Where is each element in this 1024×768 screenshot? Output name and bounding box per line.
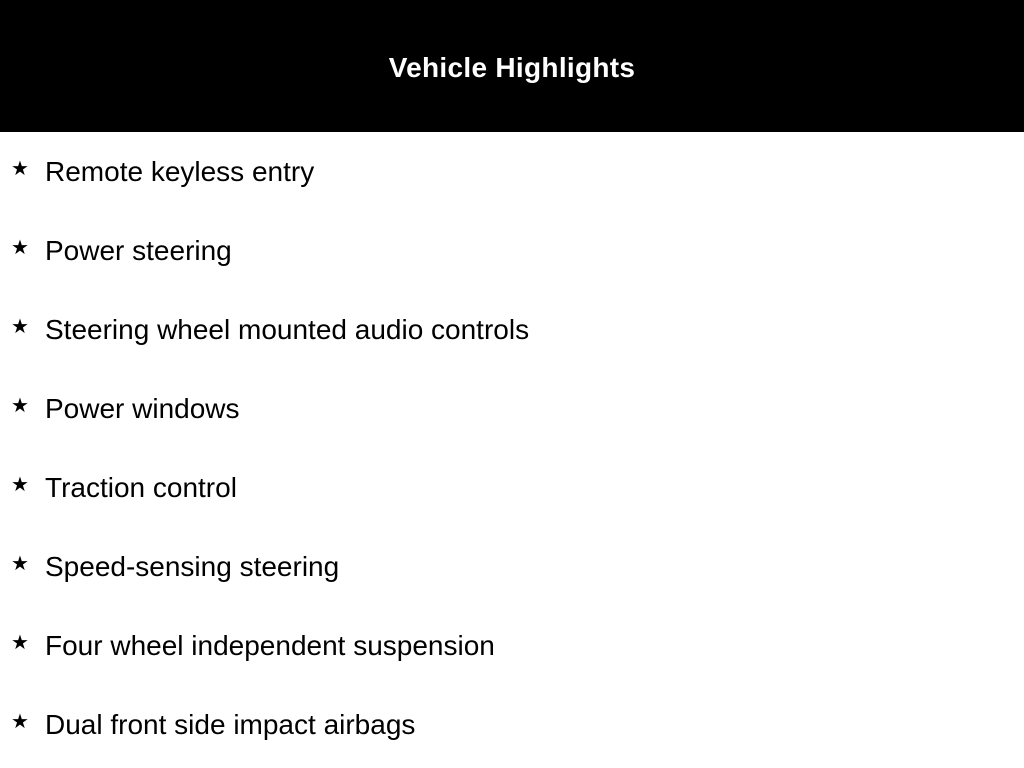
highlight-label: Steering wheel mounted audio controls	[45, 314, 530, 345]
page-title: Vehicle Highlights	[388, 52, 636, 83]
star-icon: ★	[11, 237, 29, 259]
star-icon: ★	[11, 553, 29, 575]
highlight-label: Power steering	[45, 235, 232, 266]
highlight-label: Dual front side impact airbags	[45, 709, 416, 740]
star-icon: ★	[11, 711, 29, 733]
highlight-label: Four wheel independent suspension	[45, 630, 495, 661]
highlight-label: Remote keyless entry	[45, 156, 315, 187]
star-icon: ★	[11, 395, 29, 417]
star-icon: ★	[11, 316, 29, 338]
highlight-label: Power windows	[45, 393, 240, 424]
highlight-label: Traction control	[45, 472, 237, 503]
header-bar	[0, 0, 1024, 132]
star-icon: ★	[11, 632, 29, 654]
star-icon: ★	[11, 474, 29, 496]
star-icon: ★	[11, 158, 29, 180]
highlight-label: Speed-sensing steering	[45, 551, 340, 582]
